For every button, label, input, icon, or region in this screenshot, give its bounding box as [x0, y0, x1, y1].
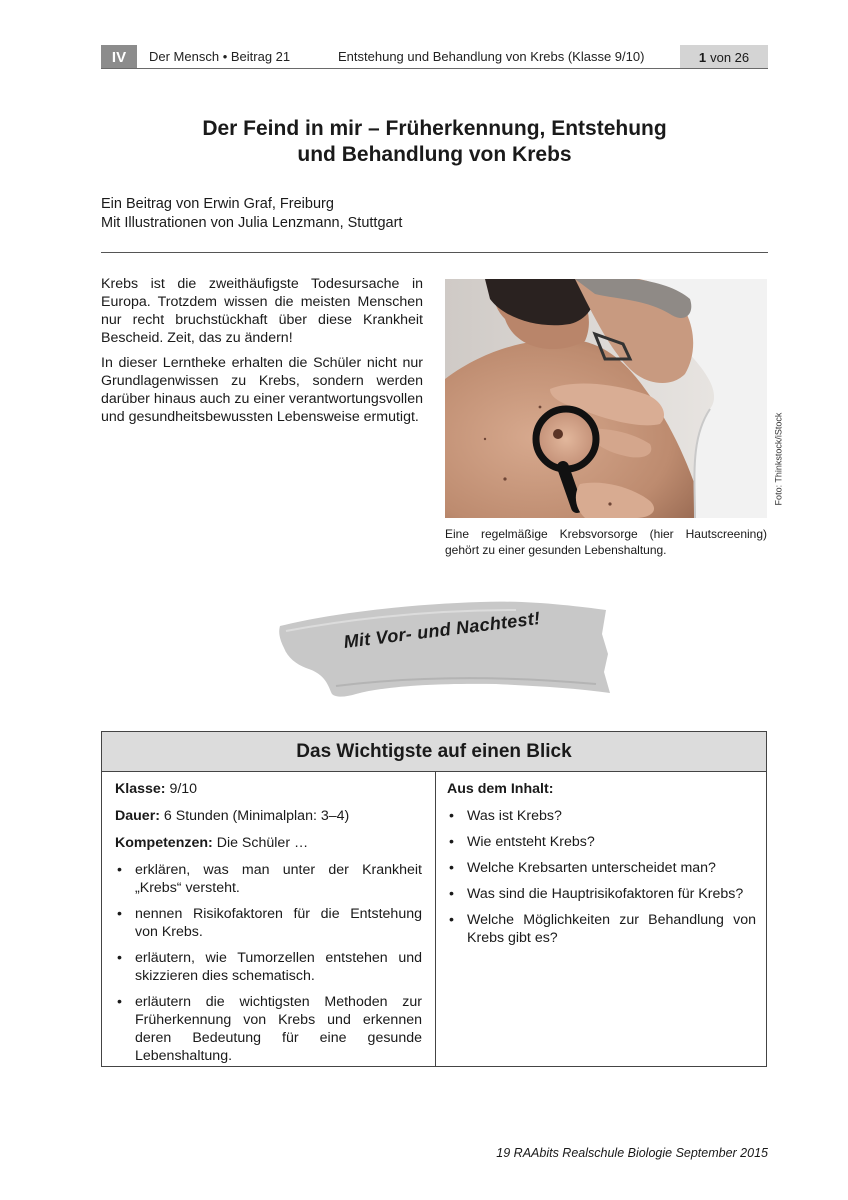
page-title-line-1: Der Feind in mir – Früherkennung, Entstehung: [202, 117, 667, 140]
bullet-icon: •: [449, 808, 454, 824]
bullet-icon: •: [449, 860, 454, 876]
list-item: • erläutern die wichtigsten Methoden zur Früherkennung von Krebs und erkennen deren Bedeutung für eine gesunde Lebenshaltung.: [117, 994, 422, 1064]
header-title: Entstehung und Behandlung von Krebs (Klasse 9/10): [338, 49, 645, 64]
stamp-text: Mit Vor- und Nachtest!: [342, 608, 542, 652]
bullet-icon: •: [117, 906, 122, 922]
bullet-icon: •: [117, 994, 122, 1010]
klasse-value: 9/10: [169, 781, 198, 797]
intro-text: [101, 275, 423, 433]
illustrator-credit: Mit Illustrationen von Julia Lenzmann, Stuttgart: [101, 215, 403, 231]
overview-box: [101, 731, 767, 1067]
page-footer: 19 RAAbits Realschule Biologie September 2015: [496, 1146, 768, 1160]
dauer-label: Dauer:: [115, 808, 160, 824]
author-credit: Ein Beitrag von Erwin Graf, Freiburg: [101, 196, 334, 212]
list-item: • erklären, was man unter der Krankheit „Krebs“ versteht.: [117, 862, 422, 896]
kompetenzen-list: [115, 861, 422, 1065]
inhalt-row: [447, 780, 756, 798]
divider: [101, 252, 768, 253]
page-title: [101, 116, 768, 168]
overview-heading: Das Wichtigste auf einen Blick: [102, 732, 766, 772]
series-label: Der Mensch • Beitrag 21: [149, 49, 291, 64]
credits: [101, 195, 402, 233]
bullet-icon: •: [449, 912, 454, 928]
list-item: • nennen Risikofaktoren für die Entstehung von Krebs.: [117, 906, 422, 940]
list-item: • Welche Möglichkeiten zur Behandlung von Krebs gibt es?: [449, 912, 756, 946]
header-rule: [101, 68, 768, 70]
running-header: [101, 45, 768, 69]
skin-screening-photo: [445, 279, 767, 518]
page-total: von 26: [710, 49, 750, 65]
photo-caption: Eine regelmäßige Krebsvorsorge (hier Hautscreening) gehört zu einer gesunden Lebenshaltung.: [445, 527, 767, 557]
test-stamp: [276, 598, 612, 700]
dauer-row: [115, 807, 422, 825]
bullet-icon: •: [117, 950, 122, 966]
list-item: • erläutern, wie Tumorzellen entstehen und skizzieren dies schematisch.: [117, 950, 422, 984]
page-indicator: [680, 45, 768, 69]
kompetenzen-row: [115, 834, 422, 852]
bullet-icon: •: [117, 862, 122, 878]
volume-badge: IV: [101, 45, 137, 69]
kompetenzen-value: Die Schüler …: [216, 835, 309, 851]
bullet-icon: •: [449, 834, 454, 850]
intro-paragraph-1: Krebs ist die zweithäufigste Todesursache in Europa. Trotzdem wissen die meisten Menschen nur recht bruchstückhaft über diese Krankheit Bescheid. Zeit, das zu ändern!: [101, 276, 423, 346]
bullet-icon: •: [449, 886, 454, 902]
list-item: • Was sind die Hauptrisikofaktoren für Krebs?: [449, 886, 744, 902]
klasse-label: Klasse:: [115, 781, 166, 797]
photo-credit: [769, 399, 787, 519]
kompetenzen-label: Kompetenzen:: [115, 835, 213, 851]
page-title-line-2: und Behandlung von Krebs: [297, 143, 572, 166]
inhalt-label: Aus dem Inhalt:: [447, 781, 554, 797]
intro-paragraph-2: In dieser Lerntheke erhalten die Schüler nicht nur Grundlagenwissen zu Krebs, sondern werden darüber hinaus auch zu einer verantwortungsvollen und gesundheitsbewussten Lebensweise ermutigt.: [101, 355, 423, 425]
overview-right-column: [436, 772, 766, 1066]
klasse-row: [115, 780, 422, 798]
list-item: • Was ist Krebs?: [449, 808, 562, 824]
dauer-value: 6 Stunden (Minimalplan: 3–4): [163, 808, 350, 824]
photo-credit-text: Foto: Thinkstock/iStock: [773, 412, 783, 506]
overview-left-column: [102, 772, 436, 1066]
inhalt-list: [447, 807, 756, 947]
list-item: • Wie entsteht Krebs?: [449, 834, 595, 850]
list-item: • Welche Krebsarten unterscheidet man?: [449, 860, 716, 876]
page-current: 1: [698, 49, 707, 65]
